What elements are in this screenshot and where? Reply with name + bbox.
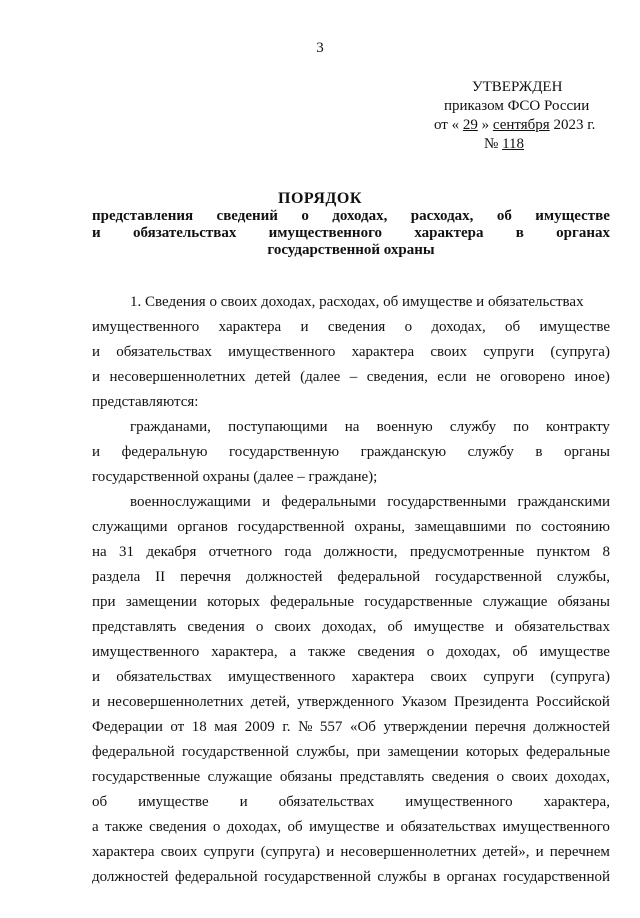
paragraph-1	[92, 290, 610, 415]
date-prefix: от «	[434, 117, 460, 133]
text-line: военнослужащими и федеральными государственными гражданскими	[130, 494, 610, 510]
date-year: 2023 г.	[553, 117, 596, 133]
text-line: служащими органов государственной охраны, замещавшими по состоянию	[92, 519, 610, 535]
text-line: и федеральную государственную гражданскую службу в органы	[92, 444, 610, 460]
number-prefix: №	[484, 136, 499, 152]
text-line: раздела II перечня должностей федеральной государственной службы,	[92, 569, 610, 585]
text-line: при замещении которых федеральные государственные служащие обязаны	[92, 594, 610, 610]
approval-number	[428, 135, 628, 154]
text-line: а также сведения о доходах, об имуществе и обязательствах имущественного	[92, 819, 610, 835]
text-line: имущественного характера и сведения о доходах, об имуществе	[92, 319, 610, 335]
approval-title: УТВЕРЖДЕН	[472, 79, 563, 95]
text-line: представляются:	[92, 394, 199, 410]
date-mid: »	[481, 117, 490, 133]
text-line: Федерации от 18 мая 2009 г. № 557 «Об утверждении перечня должностей	[92, 719, 610, 735]
text-line: имущественного характера, а также сведения о доходах, об имуществе	[92, 644, 610, 660]
text-line: гражданами, поступающими на военную службу по контракту	[130, 419, 610, 435]
text-line: и обязательствах имущественного характера своих супруги (супруга)	[92, 344, 610, 360]
text-line: на 31 декабря отчетного года должности, предусмотренные пунктом 8	[92, 544, 610, 560]
approval-order: приказом ФСО России	[444, 98, 590, 114]
text-line: и обязательствах имущественного характера своих супруги (супруга)	[92, 669, 610, 685]
paragraph-3	[92, 490, 610, 890]
text-line: государственной охраны (далее – граждане);	[92, 469, 378, 485]
number-value: 118	[502, 136, 525, 152]
text-line: характера своих супруги (супруга) и несовершеннолетних детей», и перечнем	[92, 844, 610, 860]
page-number: 3	[316, 40, 324, 56]
text-line: государственные служащие обязаны представлять сведения о своих доходах,	[92, 769, 610, 785]
paragraph-2	[92, 415, 610, 490]
document-subtitle	[92, 208, 610, 259]
subtitle-line: представления сведений о доходах, расходах, об имуществе	[92, 208, 610, 224]
date-month: сентября	[492, 117, 550, 133]
subtitle-line: государственной охраны	[267, 242, 435, 258]
subtitle-line: и обязательствах имущественного характера в органах	[92, 225, 610, 241]
text-line: и несовершеннолетних детей, утвержденного Указом Президента Российской	[92, 694, 610, 710]
date-day: 29	[462, 117, 478, 133]
approval-date	[428, 116, 628, 135]
text-line: 1. Сведения о своих доходах, расходах, об имуществе и обязательствах	[130, 294, 584, 310]
document-title: ПОРЯДОК	[278, 190, 362, 207]
text-line: представлять сведения о своих доходах, об имуществе и обязательствах	[92, 619, 610, 635]
text-line: об имуществе и обязательствах имущественного характера,	[92, 794, 610, 810]
text-line: и несовершеннолетних детей (далее – сведения, если не оговорено иное)	[92, 369, 610, 385]
text-line: должностей федеральной государственной службы в органах государственной	[92, 869, 610, 885]
text-line: федеральной государственной службы, при замещении которых федеральные	[92, 744, 610, 760]
approval-stamp	[428, 78, 628, 154]
document-body	[92, 290, 610, 890]
